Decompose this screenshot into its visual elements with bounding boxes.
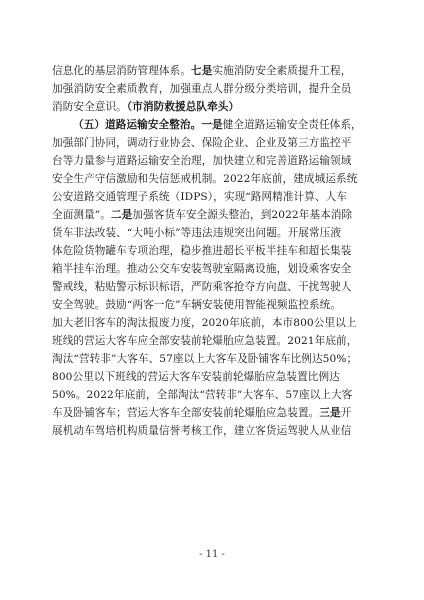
page-number: - 11 -	[199, 549, 225, 560]
text-line: 箱半挂车治理。推动公交车安装驾驶室隔离设施，划设乘客安全	[52, 263, 352, 275]
text-line: 体危险货物罐车专项治理，稳步推进超长平板半挂车和超长集装	[52, 245, 352, 257]
document-body	[52, 62, 378, 440]
text-line: 展机动车驾培机构质量信誉考核工作，建立客货运驾驶人从业信	[52, 425, 352, 437]
text-line: 加强消防安全素质教育，加强重点人群分级分类培训，提升全员	[52, 83, 352, 95]
lead-department-note: （市消防救援总队牵头）	[126, 101, 240, 113]
text-line: 安全驾驶。鼓励“两客一危”车辆安装使用智能视频监控系统。	[52, 299, 342, 311]
text-line: 安全生产守信激励和失信惩戒机制。2022年底前，建成城运系统	[52, 173, 358, 185]
text-line: 台等力量参与道路运输安全治理，加快建立和完善道路运输领域	[52, 155, 352, 167]
text-line: 消防安全意识。（市消防救援总队牵头）	[52, 101, 240, 113]
section-heading: （五）道路运输安全整治。	[73, 119, 202, 131]
text-line: 全面测量”。二是加强客货车安全源头整治，到2022年基本消除	[52, 209, 353, 221]
text-line: 班线的营运大客车应全部安装前轮爆胎应急装置。2021年底前，	[52, 335, 358, 347]
text-line: 50%。2022年底前，全部淘汰“营转非”大客车、57座以上大客	[52, 389, 353, 401]
text-line: 信息化的基层消防管理体系。七是实施消防安全素质提升工程，	[52, 65, 352, 77]
text-line: 车及卧铺客车；营运大客车全部安装前轮爆胎应急装置。三是开	[52, 407, 352, 419]
text-line: 淘汰“营转非”大客车、57座以上大客车及卧铺客车比例达50%；	[52, 353, 358, 365]
text-line: 800公里以下班线的营运大客车安装前轮爆胎应急装置比例达	[52, 371, 340, 383]
text-line: 加大老旧客车的淘汰报废力度，2020年底前，本市800公里以上	[52, 317, 357, 329]
text-line: 警戒线，粘贴警示标识标语，严防乘客抢夺方向盘、干扰驾驶人	[52, 281, 352, 293]
text-line: 公安道路交通管理子系统（IDPS），实现“路网精准计算、人车	[52, 191, 348, 203]
text-line: 加强部门协同，调动行业协会、保险企业、企业及第三方监控平	[52, 137, 352, 149]
text-line: 货车非法改装、“大吨小标”等违法违规突出问题。开展常压液	[52, 227, 342, 239]
section-heading-line: （五）道路运输安全整治。一是健全道路运输安全责任体系，	[73, 119, 362, 131]
